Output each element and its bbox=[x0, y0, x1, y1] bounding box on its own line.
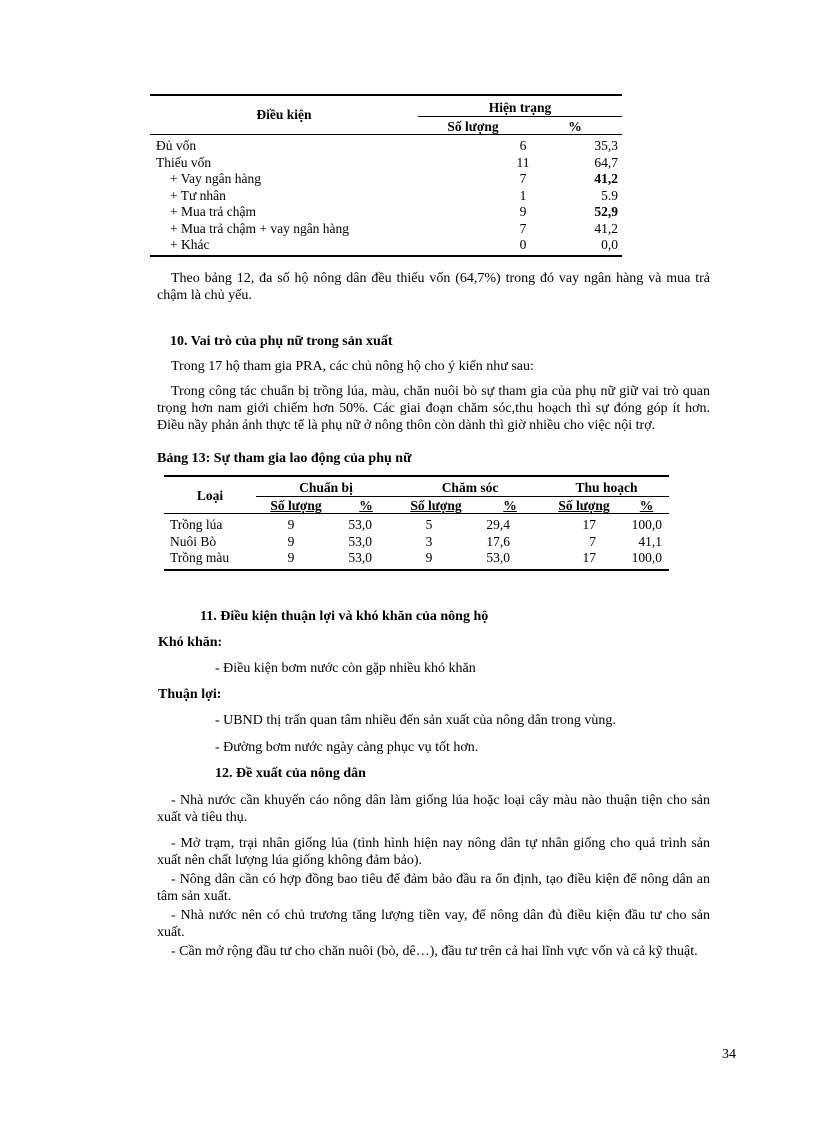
table-row: + Khác 0 0,0 bbox=[170, 237, 618, 252]
proposal-item: - Mở trạm, trại nhân giống lúa (tình hình hiện nay nông dân tự nhân giống cho quá trình sản xuất nên chất lượng lúa giống không đảm bảo). bbox=[157, 836, 710, 868]
header-group-harvest: Thu hoạch bbox=[575, 480, 638, 495]
header-type: Loại bbox=[196, 488, 224, 503]
table-header bbox=[150, 96, 622, 135]
header-condition: Điều kiện bbox=[256, 107, 312, 122]
header-count: Số lượng bbox=[447, 119, 499, 134]
proposal-item: - Nông dân cần có hợp đồng bao tiêu để đảm bảo đầu ra ổn định, tạo điều kiện để nông dân an tâm sản xuất. bbox=[157, 872, 710, 904]
women-labor-table bbox=[164, 475, 669, 571]
proposal-item: - Nhà nước nên có chủ trương tăng lượng tiền vay, để nông dân đủ điều kiện đầu tư cho sản xuất. bbox=[157, 908, 710, 940]
section-10-heading: 10. Vai trò của phụ nữ trong sản xuất bbox=[170, 334, 393, 349]
table-row: + Mua trả chậm 9 52,9 bbox=[170, 204, 618, 219]
page-number: 34 bbox=[722, 1047, 736, 1062]
advantages-label: Thuận lợi: bbox=[158, 687, 222, 702]
subheader-count: Số lượng bbox=[270, 498, 322, 513]
table-header bbox=[164, 477, 669, 514]
difficulty-item: - Điều kiện bơm nước còn gặp nhiều khó khăn bbox=[215, 661, 476, 676]
capital-condition-table bbox=[150, 94, 622, 257]
difficulties-label: Khó khăn: bbox=[158, 635, 223, 650]
header-percent: % bbox=[568, 119, 582, 134]
table-row: Trồng màu 9 53,0 9 53,0 17 100,0 bbox=[170, 550, 662, 565]
table-row: + Vay ngân hàng 7 41,2 bbox=[170, 171, 618, 186]
header-group-care: Chăm sóc bbox=[441, 480, 499, 495]
caption-text: : Sự tham gia lao động của phụ nữ bbox=[205, 451, 412, 466]
proposal-item: - Cần mở rộng đầu tư cho chăn nuôi (bò, dê…), đầu tư trên cả hai lĩnh vực vốn và cả kỹ thuật. bbox=[171, 944, 698, 959]
section-12-heading: 12. Đề xuất của nông dân bbox=[215, 766, 366, 781]
caption-label: Bảng 13 bbox=[157, 451, 206, 466]
table-row: Trồng lúa 9 53,0 5 29,4 17 100,0 bbox=[170, 517, 662, 532]
advantage-item: - Đường bơm nước ngày càng phục vụ tốt hơn. bbox=[215, 740, 479, 755]
header-status: Hiện trạng bbox=[488, 100, 552, 115]
table-row: + Mua trả chậm + vay ngân hàng 7 41,2 bbox=[170, 220, 618, 236]
subheader-count: Số lượng bbox=[558, 498, 610, 513]
table-row: Đủ vốn 6 35,3 bbox=[156, 138, 618, 153]
section-11-heading: 11. Điều kiện thuận lợi và khó khăn của nông hộ bbox=[200, 609, 489, 624]
subheader-percent: % bbox=[359, 498, 373, 513]
advantage-item: - UBND thị trấn quan tâm nhiều đến sản xuất của nông dân trong vùng. bbox=[215, 713, 616, 728]
subheader-percent: % bbox=[639, 498, 654, 513]
header-group-prepare: Chuẩn bị bbox=[299, 480, 353, 495]
table13-caption bbox=[157, 450, 411, 467]
section-10-paragraph-1: Trong 17 hộ tham gia PRA, các chủ nông hộ cho ý kiến như sau: bbox=[171, 359, 534, 374]
proposal-item: - Nhà nước cần khuyến cáo nông dân làm giống lúa hoặc loại cây màu nào thuận tiện cho sản xuất và tiêu thụ. bbox=[157, 793, 710, 825]
table-row: + Tư nhân 1 5.9 bbox=[170, 187, 618, 203]
table-row: Thiếu vốn 11 64,7 bbox=[156, 154, 618, 170]
section-10-paragraph-2: Trong công tác chuẩn bị trồng lúa, màu, chăn nuôi bò sự tham gia của phụ nữ giữ vai trò quan trọng hơn nam giới chiếm hơn 50%. Các giai đoạn chăm sóc,thu hoạch thì sự đóng góp ít hơn. Điều nầy phản ảnh thực tế là phụ nữ ở nông thôn còn dành thì giờ nhiều cho việc nội trợ. bbox=[157, 384, 710, 433]
subheader-percent: % bbox=[503, 498, 517, 513]
table-row: Nuôi Bò 9 53,0 3 17,6 7 41,1 bbox=[170, 533, 662, 549]
paragraph-table12-summary: Theo bảng 12, đa số hộ nông dân đều thiếu vốn (64,7%) trong đó vay ngân hàng và mua trả chậm là chủ yếu. bbox=[157, 271, 710, 303]
subheader-count: Số lượng bbox=[410, 498, 462, 513]
header-divider bbox=[418, 116, 622, 117]
